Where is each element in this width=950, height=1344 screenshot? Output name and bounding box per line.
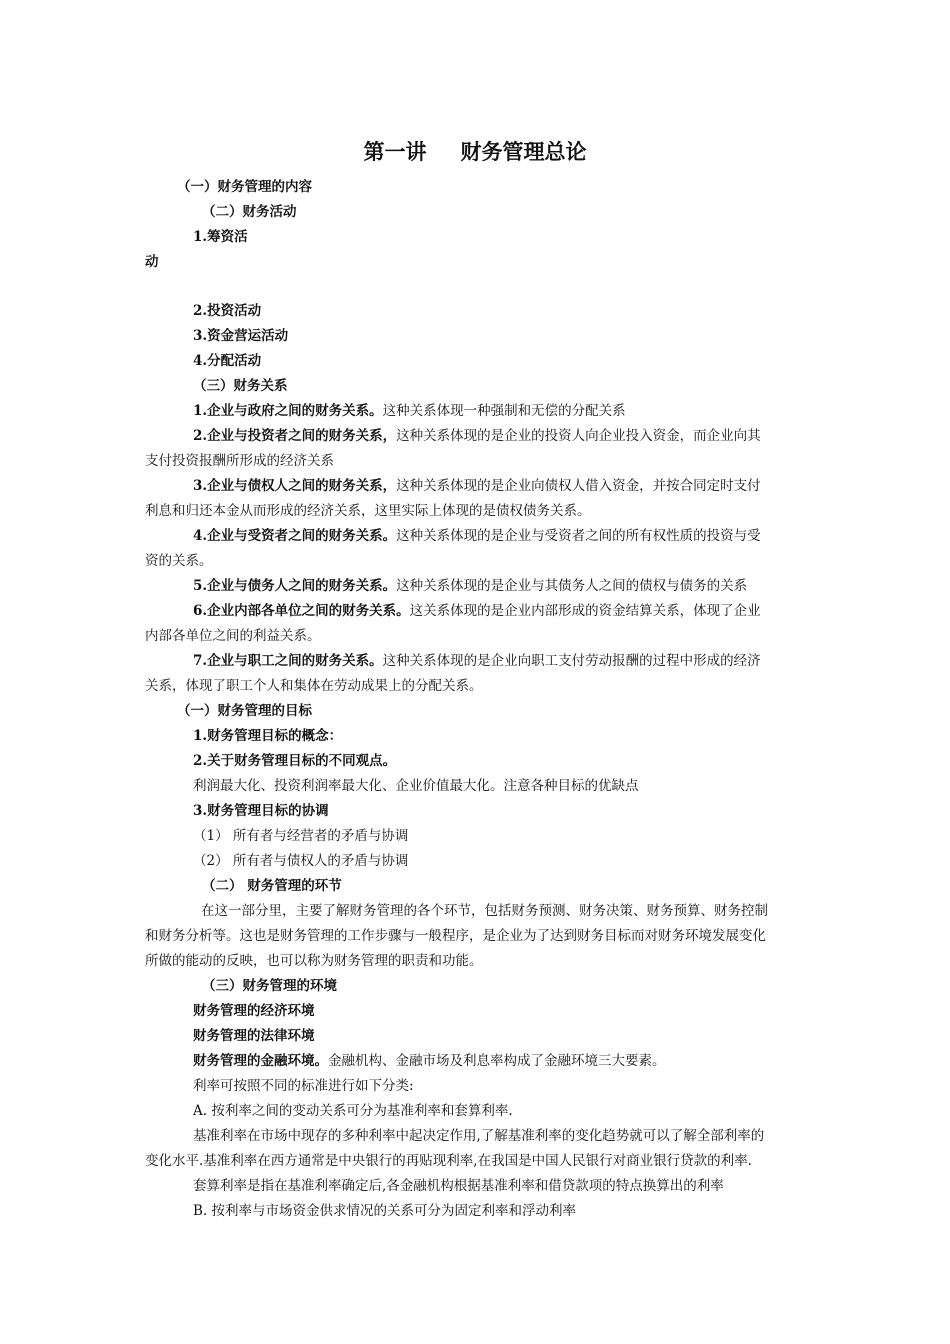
relation-1-label: 1.企业与政府之间的财务关系。 (193, 403, 383, 419)
activity-financing-b: 动 (145, 254, 159, 270)
base-rate-1: 基准利率在市场中现存的多种利率中起决定作用,了解基准利率的变化趋势就可以了解全部利率的 (193, 1128, 765, 1144)
base-rate-2: 变化水平.基准利率在西方通常是中央银行的再贴现利率,在我国是中国人民银行对商业银行贷款的利率. (145, 1153, 752, 1169)
links-paragraph-3: 所做的能动的反映，也可以称为财务管理的职责和功能。 (145, 953, 483, 969)
relation-2 (193, 426, 761, 446)
activity-operating: 3.资金营运活动 (193, 328, 289, 344)
links-paragraph-2: 和财务分析等。这也是财务管理的工作步骤与一般程序，是企业为了达到财务目标而对财务环境发展变化 (145, 928, 766, 944)
relation-5-text: 这种关系体现的是企业与其债务人之间的债权与债务的关系 (396, 578, 748, 594)
relation-6 (193, 601, 761, 621)
goal-coordination: 3.财务管理目标的协调 (193, 803, 329, 819)
activity-distribution: 4.分配活动 (193, 353, 262, 369)
goal-concept: 1.财务管理目标的概念： (193, 728, 343, 744)
rate-a: A. 按利率之间的变动关系可分为基准利率和套算利率. (193, 1103, 513, 1119)
relation-2-text: 这种关系体现的是企业的投资人向企业投入资金，而企业向其 (396, 428, 761, 444)
page-title (0, 137, 950, 167)
env-financial-label: 财务管理的金融环境。 (193, 1053, 328, 1069)
relation-4-label: 4.企业与受资者之间的财务关系。 (193, 528, 397, 544)
rate-b: B. 按利率与市场资金供求情况的关系可分为固定利率和浮动利率 (193, 1203, 577, 1219)
relation-3-text: 这种关系体现的是企业向债权人借入资金，并按合同定时支付 (396, 478, 761, 494)
env-financial (193, 1051, 666, 1071)
links-paragraph-1: 在这一部分里，主要了解财务管理的各个环节，包括财务预测、财务决策、财务预算、财务控制 (201, 903, 768, 919)
goal-coordination-1: （1） 所有者与经营者的矛盾与协调 (193, 828, 409, 844)
env-economic: 财务管理的经济环境 (193, 1003, 315, 1019)
env-financial-text: 金融机构、金融市场及利息率构成了金融环境三大要素。 (328, 1053, 666, 1069)
relation-7-cont: 关系，体现了职工个人和集体在劳动成果上的分配关系。 (145, 678, 483, 694)
relation-3 (193, 476, 761, 496)
activity-investing: 2.投资活动 (193, 303, 262, 319)
relation-5-label: 5.企业与债务人之间的财务关系。 (193, 578, 397, 594)
title-subject: 财务管理总论 (460, 140, 587, 164)
relation-7-text: 这种关系体现的是企业向职工支付劳动报酬的过程中形成的经济 (382, 653, 761, 669)
relation-6-text: 这关系体现的是企业内部形成的资金结算关系，体现了企业 (409, 603, 761, 619)
heading-links: （二） 财务管理的环节 (202, 878, 342, 894)
heading-content: （一）财务管理的内容 (177, 179, 312, 195)
relation-1-text: 这种关系体现一种强制和无偿的分配关系 (382, 403, 626, 419)
goal-views: 2.关于财务管理目标的不同观点。 (193, 753, 397, 769)
relation-3-cont: 利息和归还本金从而形成的经济关系，这里实际上体现的是债权债务关系。 (145, 503, 591, 519)
heading-environment: （三）财务管理的环境 (202, 978, 337, 994)
relation-7-label: 7.企业与职工之间的财务关系。 (193, 653, 383, 669)
rate-intro: 利率可按照不同的标准进行如下分类: (193, 1078, 414, 1094)
relation-4-cont: 资的关系。 (145, 553, 213, 569)
relation-5 (193, 576, 747, 596)
goal-coordination-2: （2） 所有者与债权人的矛盾与协调 (193, 853, 409, 869)
heading-relations: （三）财务关系 (193, 378, 288, 394)
goal-views-text: 利润最大化、投资利润率最大化、企业价值最大化。注意各种目标的优缺点 (193, 778, 639, 794)
relation-3-label: 3.企业与债权人之间的财务关系， (193, 478, 397, 494)
title-lecture: 第一讲 (363, 140, 427, 164)
relation-1 (193, 401, 626, 421)
relation-4-text: 这种关系体现的是企业与受资者之间的所有权性质的投资与受 (396, 528, 761, 544)
heading-goals: （一）财务管理的目标 (177, 703, 312, 719)
cross-rate: 套算利率是指在基准利率确定后,各金融机构根据基准利率和借贷款项的特点换算出的利率 (193, 1178, 724, 1194)
relation-2-label: 2.企业与投资者之间的财务关系， (193, 428, 397, 444)
heading-activities: （二）财务活动 (202, 204, 297, 220)
relation-6-cont: 内部各单位之间的利益关系。 (145, 628, 321, 644)
activity-financing-a: 1.筹资活 (193, 229, 248, 245)
relation-2-cont: 支付投资报酬所形成的经济关系 (145, 453, 334, 469)
relation-7 (193, 651, 761, 671)
relation-6-label: 6.企业内部各单位之间的财务关系。 (193, 603, 410, 619)
relation-4 (193, 526, 761, 546)
env-legal: 财务管理的法律环境 (193, 1028, 315, 1044)
